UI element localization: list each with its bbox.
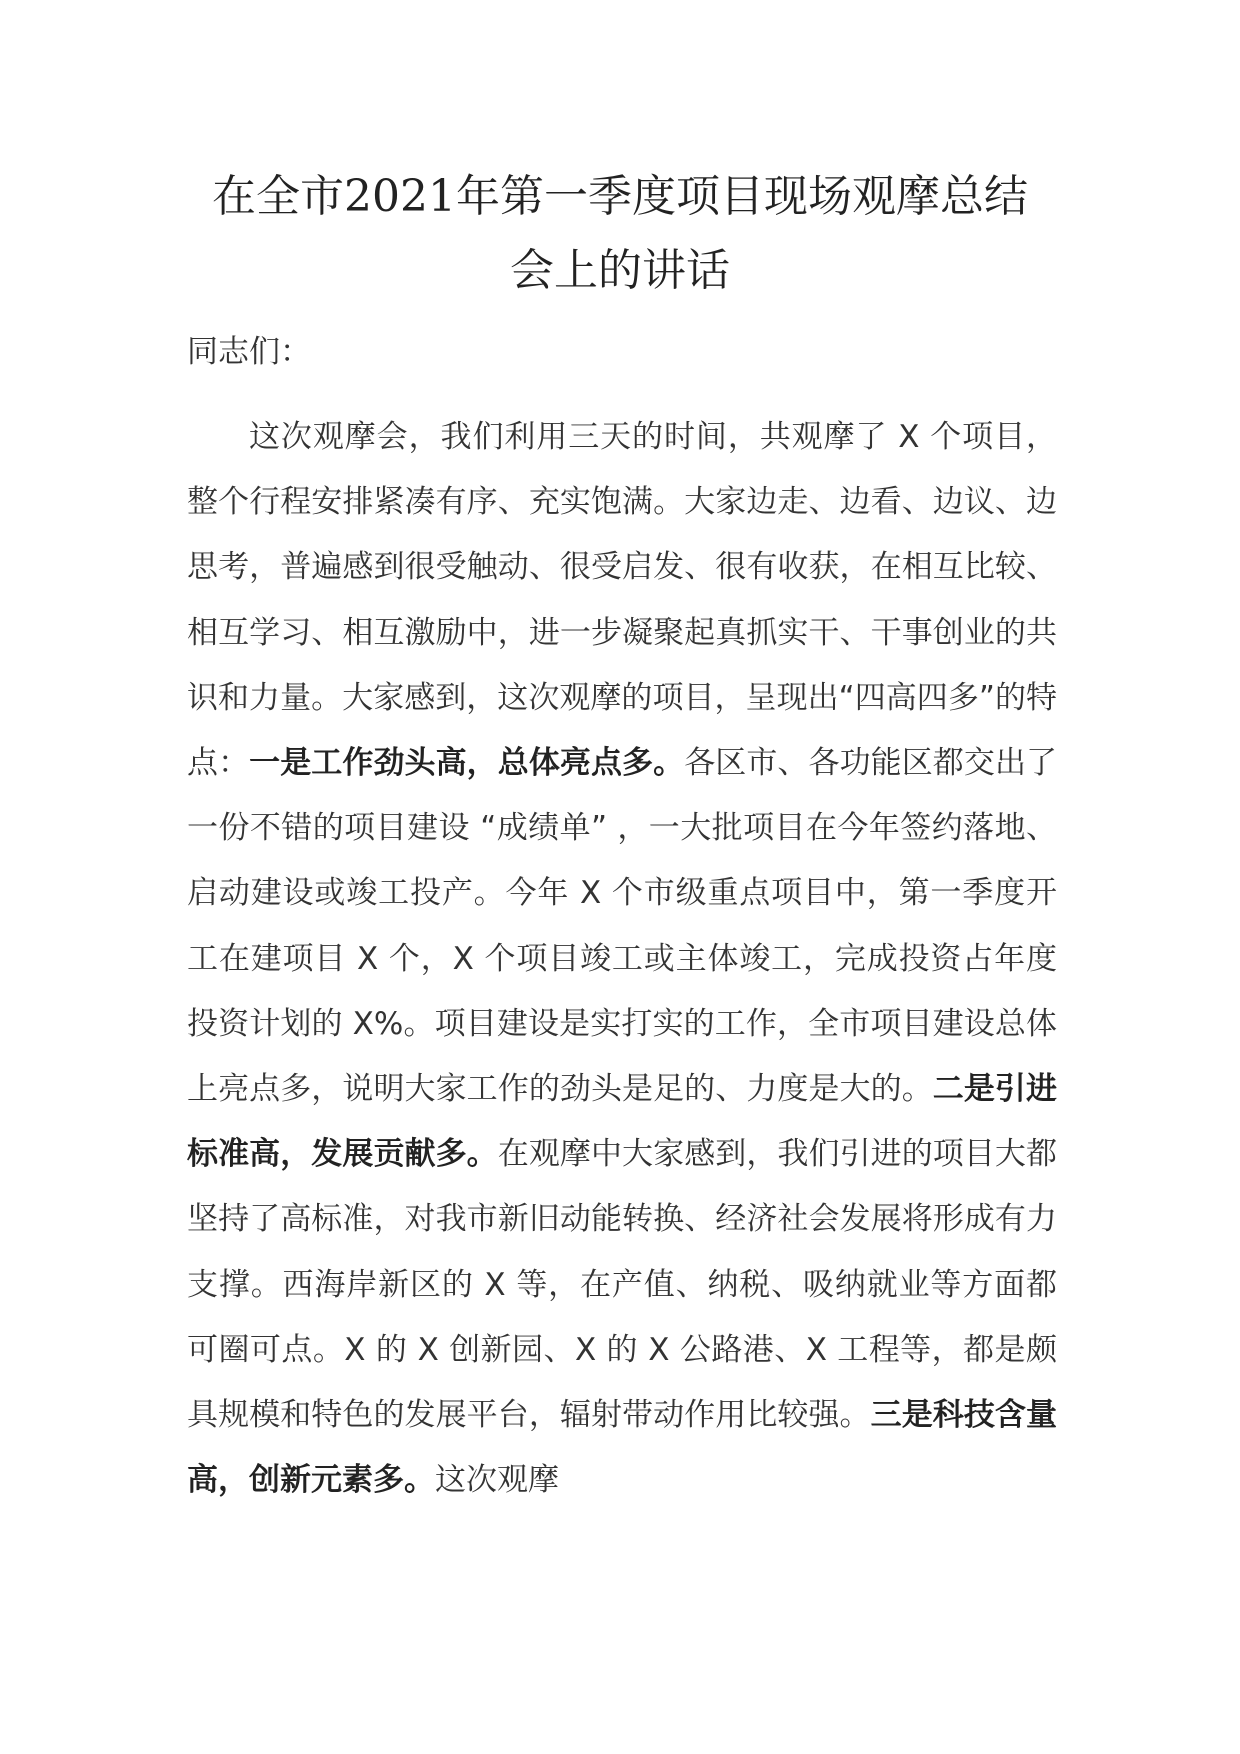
title-line2: 会上的讲话 [510,245,730,296]
point-three-heading: 三是科技含量高，创新元素多。 [187,1397,1058,1499]
body-paragraph [187,405,1057,1513]
point-two-text: 在观摩中大家感到，我们引进的项目大都坚持了高标准，对我市新旧动能转换、经济社会发展将形成有力支撑。西海岸新区的 X 等，在产值、纳税、吸纳就业等方面都可圈可点。X 的 X 创新园、X 的 X 公路港、X 工程等，都是颇具规模和特色的发展平台，辐射带动作用比较强。 [187,1136,1058,1434]
point-two-heading: 二是引进标准高，发展贡献多。 [187,1071,1058,1173]
title-part2: 年第一季度项目现场观摩总结 [455,171,1028,222]
salutation: 同志们： [187,334,311,370]
title-year: 2021 [344,171,456,222]
point-one-text: 各区市、各功能区都交出了一份不错的项目建设 “成绩单” ，一大批项目在今年签约落地、启动建设或竣工投产。今年 X 个市级重点项目中，第一季度开工在建项目 X 个，X 个项目竣工或主体竣工，完成投资占年度投资计划的 X%。项目建设是实打实的工作，全市项目建设总体上亮点多，说明大家工作的劲头是足的、力度是大的。 [187,745,1058,1108]
point-one-heading: 一是工作劲头高，总体亮点多。 [249,745,685,782]
point-three-text: 这次观摩 [435,1462,559,1499]
document-title [160,160,1080,308]
title-part1: 在全市 [212,171,344,222]
intro-text: 这次观摩会，我们利用三天的时间，共观摩了 X 个项目，整个行程安排紧凑有序、充实饱满。大家边走、边看、边议、边思考，普遍感到很受触动、很受启发、很有收获，在相互比较、相互学习、相互激励中，进一步凝聚起真抓实干、干事创业的共识和力量。大家感到，这次观摩的项目，呈现出“四高四多”的特点： [187,419,1057,782]
